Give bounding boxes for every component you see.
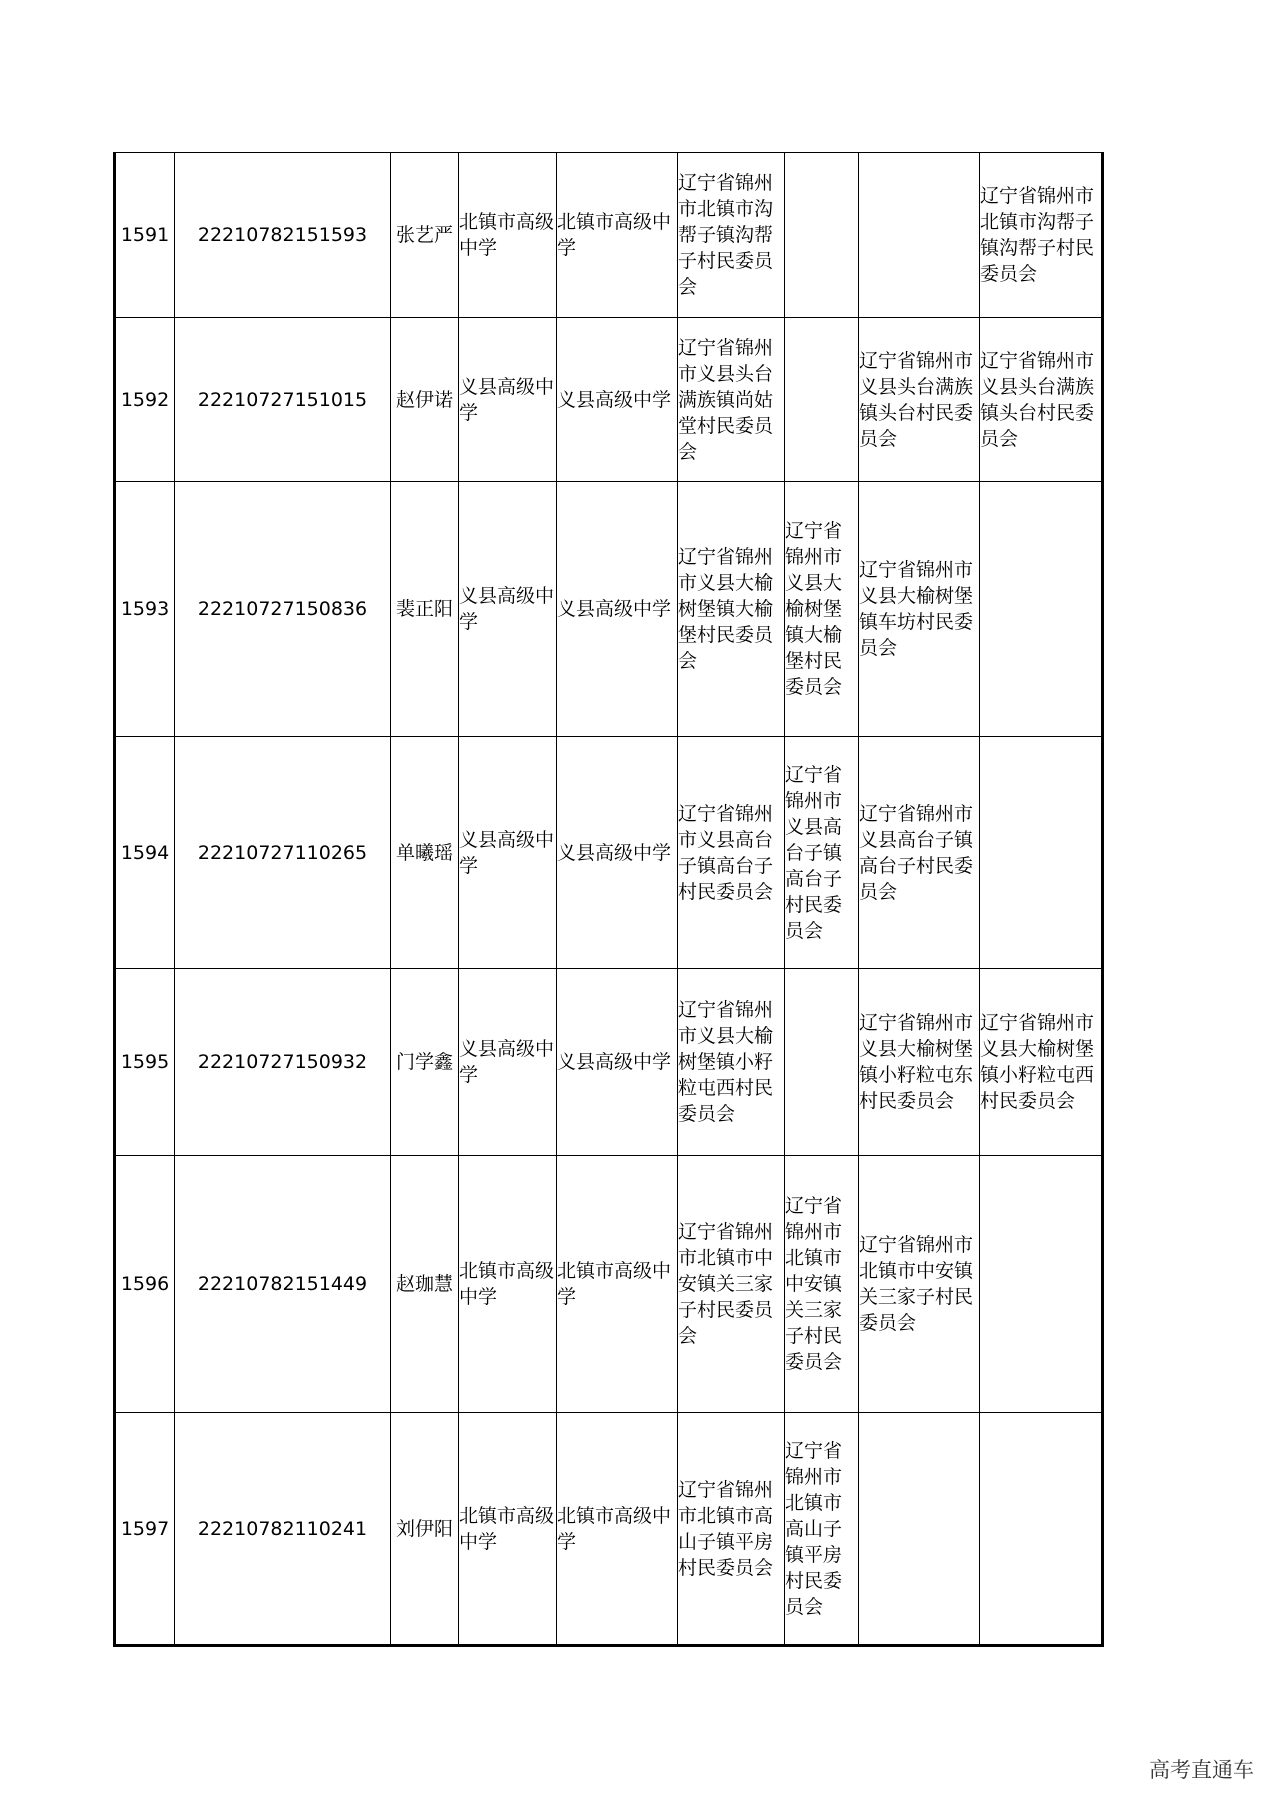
name-cell: 裴正阳 xyxy=(391,482,459,737)
mother-address-cell xyxy=(980,482,1103,737)
seq-cell: 1592 xyxy=(115,318,175,482)
id-cell: 22210782151449 xyxy=(175,1156,391,1413)
household-address-cell: 辽宁省锦州市义县大榆树堡镇大榆堡村民委员会 xyxy=(678,482,785,737)
father-address-cell xyxy=(859,1413,980,1646)
id-cell: 22210727150836 xyxy=(175,482,391,737)
name-cell: 刘伊阳 xyxy=(391,1413,459,1646)
guardian-address-cell: 辽宁省锦州市北镇市高山子镇平房村民委员会 xyxy=(785,1413,859,1646)
graduation-school-cell: 北镇市高级中学 xyxy=(557,1156,678,1413)
name-cell: 赵伊诺 xyxy=(391,318,459,482)
name-cell: 单曦瑶 xyxy=(391,737,459,969)
seq-cell: 1595 xyxy=(115,969,175,1156)
guardian-address-cell: 辽宁省锦州市义县大榆树堡镇大榆堡村民委员会 xyxy=(785,482,859,737)
graduation-school-cell: 义县高级中学 xyxy=(557,737,678,969)
father-address-cell: 辽宁省锦州市北镇市中安镇关三家子村民委员会 xyxy=(859,1156,980,1413)
father-address-cell: 辽宁省锦州市义县大榆树堡镇小籽粒屯东村民委员会 xyxy=(859,969,980,1156)
name-cell: 张艺严 xyxy=(391,153,459,318)
household-address-cell: 辽宁省锦州市北镇市高山子镇平房村民委员会 xyxy=(678,1413,785,1646)
guardian-address-cell xyxy=(785,318,859,482)
mother-address-cell: 辽宁省锦州市义县大榆树堡镇小籽粒屯西村民委员会 xyxy=(980,969,1103,1156)
school-cell: 北镇市高级中学 xyxy=(459,153,557,318)
id-cell: 22210782151593 xyxy=(175,153,391,318)
school-cell: 义县高级中学 xyxy=(459,969,557,1156)
seq-cell: 1591 xyxy=(115,153,175,318)
table-row xyxy=(115,318,1103,482)
graduation-school-cell: 义县高级中学 xyxy=(557,969,678,1156)
graduation-school-cell: 义县高级中学 xyxy=(557,482,678,737)
father-address-cell: 辽宁省锦州市义县头台满族镇头台村民委员会 xyxy=(859,318,980,482)
name-cell: 门学鑫 xyxy=(391,969,459,1156)
table-row xyxy=(115,153,1103,318)
mother-address-cell xyxy=(980,1413,1103,1646)
guardian-address-cell: 辽宁省锦州市义县高台子镇高台子村民委员会 xyxy=(785,737,859,969)
school-cell: 义县高级中学 xyxy=(459,482,557,737)
id-cell: 22210727151015 xyxy=(175,318,391,482)
guardian-address-cell xyxy=(785,153,859,318)
mother-address-cell xyxy=(980,737,1103,969)
id-cell: 22210727150932 xyxy=(175,969,391,1156)
admission-table xyxy=(113,152,1104,1647)
household-address-cell: 辽宁省锦州市义县头台满族镇尚姑堂村民委员会 xyxy=(678,318,785,482)
father-address-cell xyxy=(859,153,980,318)
mother-address-cell: 辽宁省锦州市义县头台满族镇头台村民委员会 xyxy=(980,318,1103,482)
table-row xyxy=(115,737,1103,969)
father-address-cell: 辽宁省锦州市义县高台子镇高台子村民委员会 xyxy=(859,737,980,969)
school-cell: 北镇市高级中学 xyxy=(459,1156,557,1413)
table-row xyxy=(115,969,1103,1156)
guardian-address-cell: 辽宁省锦州市北镇市中安镇关三家子村民委员会 xyxy=(785,1156,859,1413)
mother-address-cell: 辽宁省锦州市北镇市沟帮子镇沟帮子村民委员会 xyxy=(980,153,1103,318)
table-row xyxy=(115,1413,1103,1646)
school-cell: 义县高级中学 xyxy=(459,318,557,482)
household-address-cell: 辽宁省锦州市义县大榆树堡镇小籽粒屯西村民委员会 xyxy=(678,969,785,1156)
id-cell: 22210727110265 xyxy=(175,737,391,969)
school-cell: 北镇市高级中学 xyxy=(459,1413,557,1646)
seq-cell: 1596 xyxy=(115,1156,175,1413)
household-address-cell: 辽宁省锦州市义县高台子镇高台子村民委员会 xyxy=(678,737,785,969)
school-cell: 义县高级中学 xyxy=(459,737,557,969)
guardian-address-cell xyxy=(785,969,859,1156)
seq-cell: 1593 xyxy=(115,482,175,737)
mother-address-cell xyxy=(980,1156,1103,1413)
household-address-cell: 辽宁省锦州市北镇市沟帮子镇沟帮子村民委员会 xyxy=(678,153,785,318)
id-cell: 22210782110241 xyxy=(175,1413,391,1646)
seq-cell: 1597 xyxy=(115,1413,175,1646)
seq-cell: 1594 xyxy=(115,737,175,969)
name-cell: 赵珈慧 xyxy=(391,1156,459,1413)
watermark-text: 高考直通车 xyxy=(1149,1758,1254,1782)
table-body xyxy=(115,153,1103,1646)
household-address-cell: 辽宁省锦州市北镇市中安镇关三家子村民委员会 xyxy=(678,1156,785,1413)
father-address-cell: 辽宁省锦州市义县大榆树堡镇车坊村民委员会 xyxy=(859,482,980,737)
graduation-school-cell: 义县高级中学 xyxy=(557,318,678,482)
graduation-school-cell: 北镇市高级中学 xyxy=(557,1413,678,1646)
table-row xyxy=(115,1156,1103,1413)
table-row xyxy=(115,482,1103,737)
graduation-school-cell: 北镇市高级中学 xyxy=(557,153,678,318)
